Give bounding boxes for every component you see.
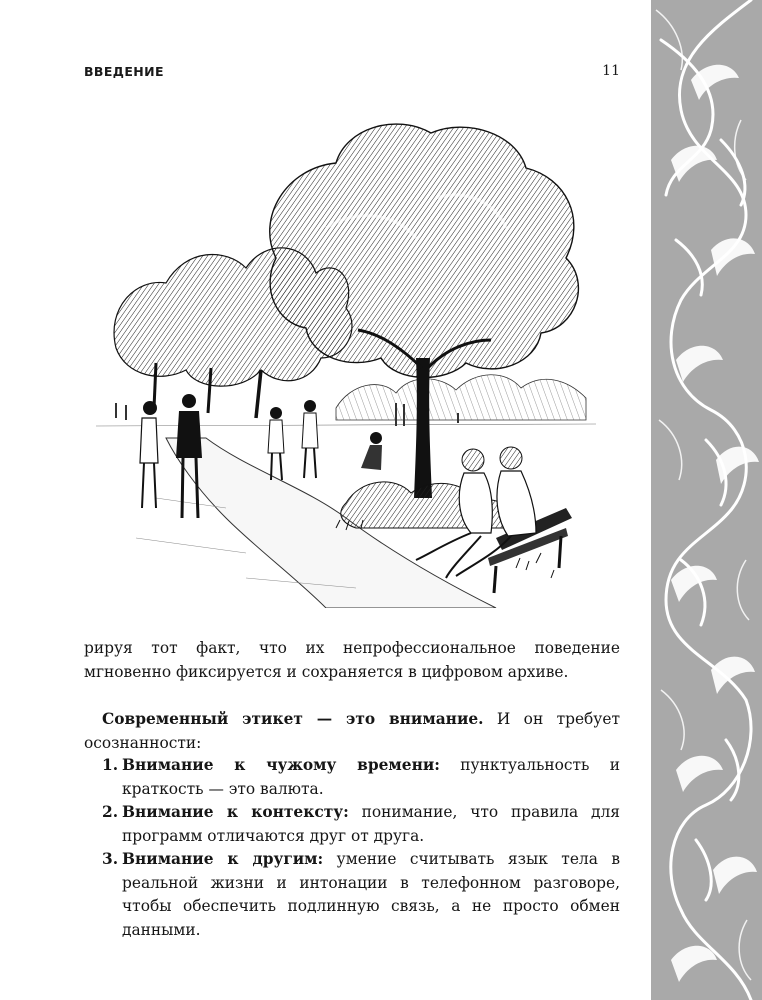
paragraph-modern-etiquette	[84, 708, 620, 755]
list-item-text: умение считывать язык тела в реальной жизни и интонации в телефонном разговоре, чтобы обеспечить подлинную связь, а не просто обмен данными.	[122, 850, 620, 939]
list-item-text: понимание, что правила для программ отличаются друг от друга.	[122, 803, 620, 845]
list-item	[84, 754, 620, 801]
list-item	[84, 848, 620, 942]
list-number: 1.	[102, 756, 119, 774]
list-item	[84, 801, 620, 848]
attention-list	[84, 754, 620, 942]
list-item-title: Внимание к чужому времени:	[122, 756, 440, 774]
park-bench-illustration	[96, 108, 596, 608]
list-item-title: Внимание к контексту:	[122, 803, 349, 821]
baroque-ornament-icon	[651, 0, 762, 1000]
paragraph-text: рируя тот факт, что их непрофессиональное поведение мгновенно фиксируется и сохраняется в цифровом архиве.	[84, 639, 620, 681]
paragraph-lead: Современный этикет — это внимание.	[102, 710, 484, 728]
list-number: 3.	[102, 850, 119, 868]
baroque-ornament-panel	[651, 0, 762, 1000]
page-number: 11	[602, 63, 620, 79]
list-item-title: Внимание к другим:	[122, 850, 324, 868]
paragraph-text: И он требует осознанности:	[84, 710, 620, 752]
list-item-text: пунктуальность и краткость — это валюта.	[122, 756, 620, 798]
running-head: ВВЕДЕНИЕ	[84, 64, 164, 79]
paragraph-continuation	[84, 637, 620, 684]
list-number: 2.	[102, 803, 119, 821]
